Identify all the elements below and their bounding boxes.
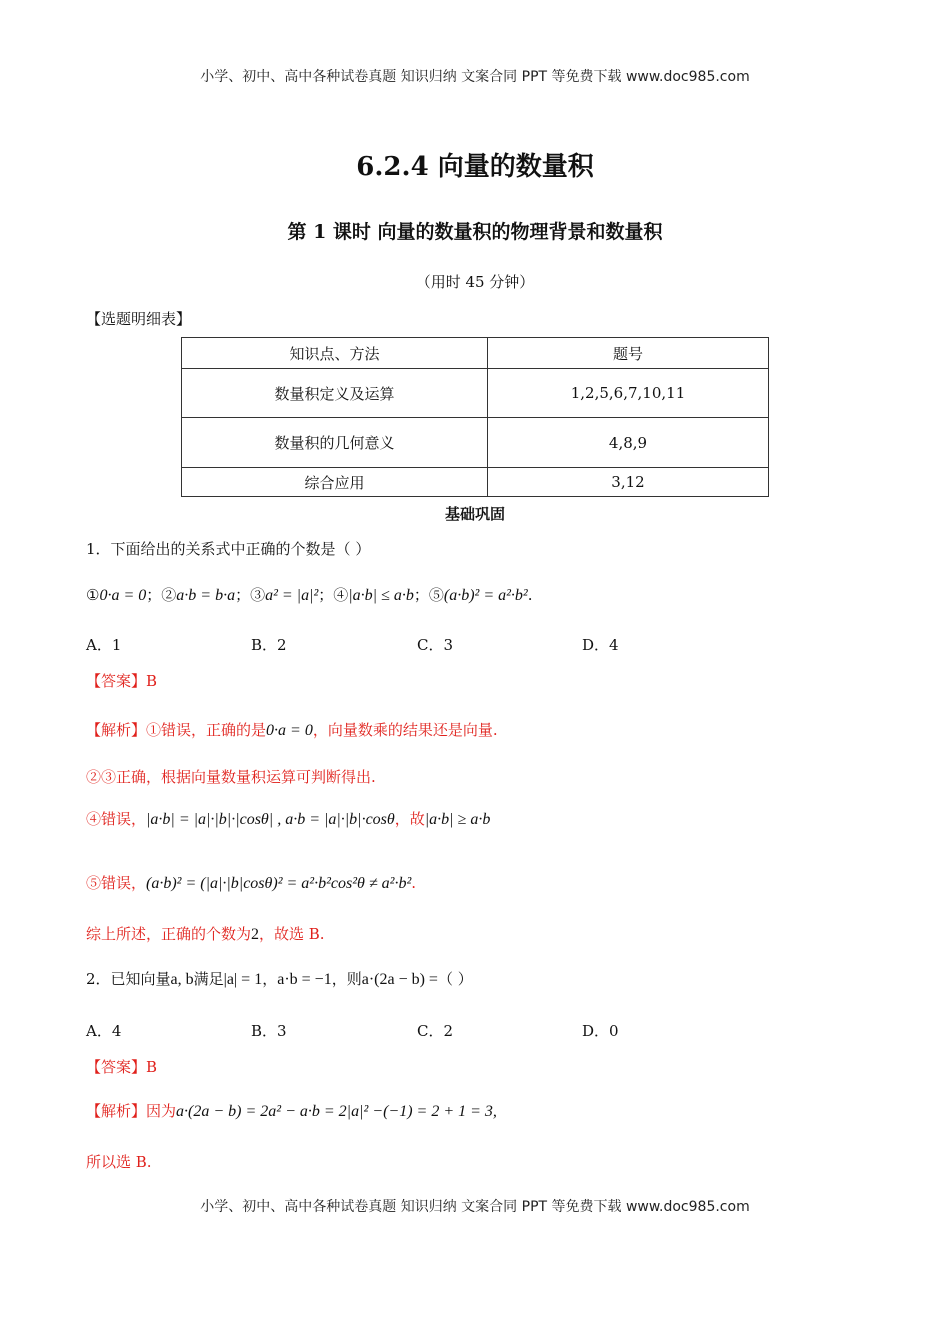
q1-option-a: A．1 xyxy=(86,636,122,654)
table-header-cell: 题号 xyxy=(488,338,769,369)
table-row xyxy=(182,418,769,468)
table-cell: 4,8,9 xyxy=(488,418,769,468)
q1-item-1-math: 0·a = 0 xyxy=(99,587,147,604)
detail-table-label: 【选题明细表】 xyxy=(86,310,192,328)
q2-option-a: A．4 xyxy=(86,1022,122,1040)
q2-option-b: B．3 xyxy=(251,1022,287,1040)
q2-analysis-line-1: 【解析】因为a·(2a − b) = 2a² − a·b = 2|a|² −(−1) = 2 + 1 = 3, xyxy=(86,1102,497,1120)
table-header-cell: 知识点、方法 xyxy=(182,338,488,369)
q2-conclusion: 所以选 B. xyxy=(86,1153,152,1171)
table-cell: 数量积定义及运算 xyxy=(182,369,488,418)
q1-items: ①0·a = 0；②a·b = b·a；③a² = |a|²；④|a·b| ≤ a·b；⑤(a·b)² = a²·b². xyxy=(86,586,533,604)
page-header: 小学、初中、高中各种试卷真题 知识归纳 文案合同 PPT 等免费下载 www.doc985.com xyxy=(200,69,750,85)
table-row xyxy=(182,369,769,418)
q1-item-2-math: a·b = b·a xyxy=(176,587,236,604)
q2-answer: 【答案】B xyxy=(86,1058,158,1076)
q1-option-c: C．3 xyxy=(417,636,454,654)
q2-option-c: C．2 xyxy=(417,1022,454,1040)
detail-table xyxy=(181,337,769,497)
page-footer: 小学、初中、高中各种试卷真题 知识归纳 文案合同 PPT 等免费下载 www.doc985.com xyxy=(200,1199,750,1215)
time-note: （用时 45 分钟） xyxy=(415,273,535,291)
table-cell: 1,2,5,6,7,10,11 xyxy=(488,369,769,418)
section-heading: 基础巩固 xyxy=(444,505,505,523)
page-title: 6.2.4 向量的数量积 xyxy=(356,152,594,182)
table-header-row xyxy=(182,338,769,369)
q1-analysis-line-2: ②③正确，根据向量数量积运算可判断得出. xyxy=(86,768,376,786)
q2-option-d: D．0 xyxy=(582,1022,619,1040)
q2-stem: 2．已知向量a, b满足|a| = 1，a·b = −1，则a·(2a − b) =（ ） xyxy=(86,970,473,988)
q1-option-b: B．2 xyxy=(251,636,287,654)
q1-analysis-line-5: 综上所述，正确的个数为2，故选 B. xyxy=(86,925,325,943)
table-row xyxy=(182,468,769,497)
q1-stem: 1．下面给出的关系式中正确的个数是（ ） xyxy=(86,540,371,558)
table-cell: 数量积的几何意义 xyxy=(182,418,488,468)
table-cell: 综合应用 xyxy=(182,468,488,497)
q1-item-5-math: (a·b)² = a²·b² xyxy=(443,587,528,604)
q1-analysis-line-4: ⑤错误，(a·b)² = (|a|·|b|cosθ)² = a²·b²cos²θ ≠ a²·b². xyxy=(86,874,417,892)
q1-answer: 【答案】B xyxy=(86,672,158,690)
table-cell: 3,12 xyxy=(488,468,769,497)
q1-item-3-math: a² = |a|² xyxy=(265,587,319,604)
q1-item-4-math: |a·b| ≤ a·b xyxy=(348,587,414,604)
page-subtitle: 第 1 课时 向量的数量积的物理背景和数量积 xyxy=(287,221,663,243)
q1-option-d: D．4 xyxy=(582,636,619,654)
q1-analysis-line-3: ④错误，|a·b| = |a|·|b|·|cosθ| , a·b = |a|·|b|·cosθ，故|a·b| ≥ a·b xyxy=(86,810,491,828)
q1-analysis-line-1: 【解析】①错误，正确的是0·a = 0，向量数乘的结果还是向量. xyxy=(86,721,498,739)
